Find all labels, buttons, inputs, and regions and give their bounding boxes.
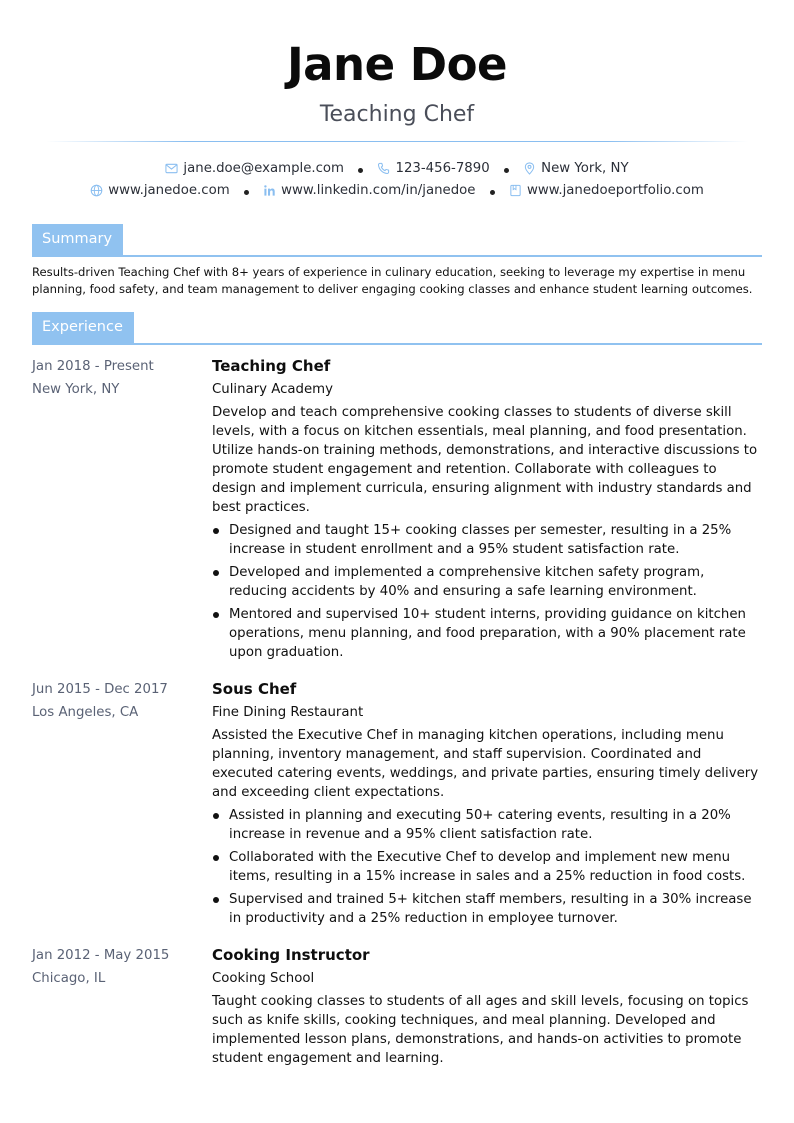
portfolio-text: www.janedoeportfolio.com xyxy=(526,183,704,198)
job-description: Taught cooking classes to students of all ages and skill levels, focusing on topics such as knife skills, cooking techniques, and meal planning. Developed and implemented lesson plans, demonstrations, and hands-on activities to promote student engagement and learning. xyxy=(212,994,749,1066)
candidate-title: Teaching Chef xyxy=(319,102,475,127)
job-bullets xyxy=(212,521,762,662)
experience-heading: Experience xyxy=(32,312,134,343)
contact-info xyxy=(32,159,762,203)
linkedin-text: www.linkedin.com/in/janedoe xyxy=(281,183,476,198)
location-pin-icon xyxy=(523,162,536,175)
summary-text: Results-driven Teaching Chef with 8+ years of experience in culinary education, seeking to leverage my expertise in menu planning, food safety, and team management to deliver engaging cooking classes and enhance student learning outcomes. xyxy=(32,265,753,296)
job-meta xyxy=(32,355,212,666)
job-details xyxy=(212,355,762,666)
summary-heading: Summary xyxy=(32,224,123,255)
job-company: Culinary Academy xyxy=(212,382,334,397)
job-title: Teaching Chef xyxy=(212,357,331,375)
separator-dot xyxy=(244,190,249,195)
job-entry xyxy=(32,944,762,1068)
job-bullets xyxy=(212,806,762,928)
phone-text: 123-456-7890 xyxy=(395,161,490,176)
separator-dot xyxy=(490,190,495,195)
separator-dot xyxy=(358,168,363,173)
job-bullet: Developed and implemented a comprehensive kitchen safety program, reducing accidents by 40% and ensuring a safe learning environment. xyxy=(212,563,762,601)
job-meta xyxy=(32,678,212,932)
experience-list xyxy=(32,355,762,1068)
job-bullet: Assisted in planning and executing 50+ catering events, resulting in a 20% increase in revenue and a 95% client satisfaction rate. xyxy=(212,806,762,844)
job-meta xyxy=(32,944,212,1068)
contact-location xyxy=(523,159,628,178)
email-text: jane.doe@example.com xyxy=(183,161,345,176)
job-location: New York, NY xyxy=(32,382,120,397)
globe-icon xyxy=(90,184,103,197)
separator-dot xyxy=(504,168,509,173)
contact-portfolio[interactable] xyxy=(509,181,704,200)
contact-row-1 xyxy=(32,159,762,181)
job-dates: Jan 2012 - May 2015 xyxy=(32,948,170,963)
header-divider xyxy=(46,141,748,142)
job-bullet: Mentored and supervised 10+ student interns, providing guidance on kitchen operations, menu planning, and food preparation, with a 90% placement rate upon graduation. xyxy=(212,605,762,662)
job-company: Fine Dining Restaurant xyxy=(212,705,364,720)
job-dates: Jun 2015 - Dec 2017 xyxy=(32,682,168,697)
job-details xyxy=(212,944,762,1068)
contact-linkedin[interactable] xyxy=(263,181,475,200)
candidate-name: Jane Doe xyxy=(286,38,508,91)
job-description: Develop and teach comprehensive cooking classes to students of diverse skill levels, with a focus on kitchen essentials, meal planning, and food presentation. Utilize hands-on training methods, demonstrations, and interactive discussions to promote student engagement and retention. Collaborate with colleagues to design and implement curricula, ensuring alignment with industry standards and best practices. xyxy=(212,405,758,515)
portfolio-icon xyxy=(509,184,522,197)
job-dates: Jan 2018 - Present xyxy=(32,359,154,374)
resume-page xyxy=(32,0,762,1068)
job-bullet: Supervised and trained 5+ kitchen staff members, resulting in a 30% increase in productivity and a 25% reduction in employee turnover. xyxy=(212,890,762,928)
job-company: Cooking School xyxy=(212,971,315,986)
job-entry xyxy=(32,355,762,666)
mail-icon xyxy=(165,162,178,175)
job-entry xyxy=(32,678,762,932)
phone-icon xyxy=(377,162,390,175)
job-title: Sous Chef xyxy=(212,680,297,698)
experience-section-header xyxy=(32,312,762,345)
summary-section-header xyxy=(32,224,762,257)
job-details xyxy=(212,678,762,932)
job-title: Cooking Instructor xyxy=(212,946,370,964)
linkedin-icon xyxy=(263,184,276,197)
job-description: Assisted the Executive Chef in managing kitchen operations, including menu planning, inventory management, and staff supervision. Coordinated and executed catering events, weddings, and private parties, ensuring timely delivery and exceeding client expectations. xyxy=(212,728,759,800)
contact-website[interactable] xyxy=(90,181,229,200)
job-bullet: Collaborated with the Executive Chef to develop and implement new menu items, resulting in a 15% increase in sales and a 25% reduction in food costs. xyxy=(212,848,762,886)
job-location: Los Angeles, CA xyxy=(32,705,139,720)
contact-phone[interactable] xyxy=(377,159,489,178)
location-text: New York, NY xyxy=(541,161,629,176)
website-text: www.janedoe.com xyxy=(108,183,230,198)
job-bullet: Designed and taught 15+ cooking classes per semester, resulting in a 25% increase in student enrollment and a 95% student satisfaction rate. xyxy=(212,521,762,559)
job-location: Chicago, IL xyxy=(32,971,106,986)
contact-row-2 xyxy=(32,181,762,203)
contact-email[interactable] xyxy=(165,159,344,178)
